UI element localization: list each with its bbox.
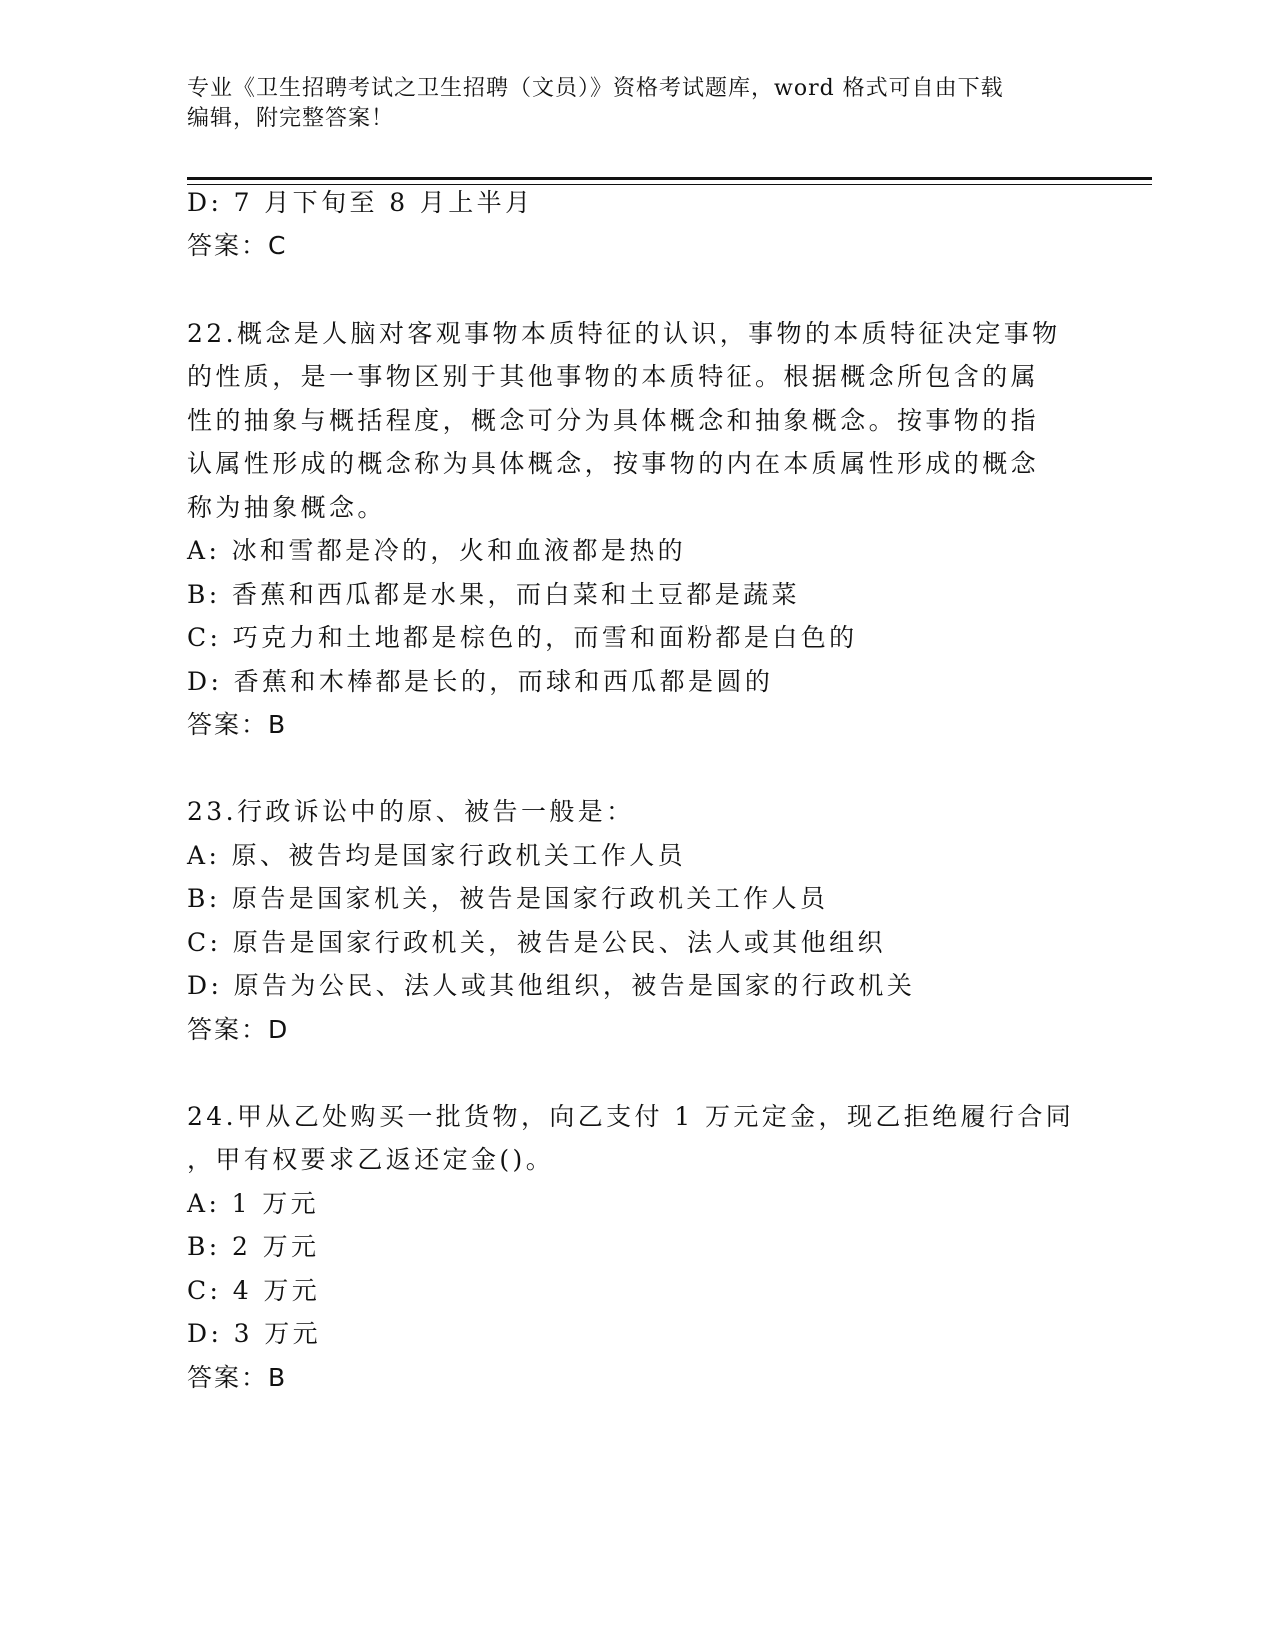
- header-divider-thin: [187, 184, 1152, 185]
- prev-option-d: D: 7 月下旬至 8 月上半月: [187, 188, 534, 217]
- header-line-2: 编辑，附完整答案！: [187, 106, 395, 131]
- q23-option-c: C: 原告是国家行政机关，被告是公民、法人或其他组织: [187, 928, 886, 957]
- q24-option-a: A: 1 万元: [187, 1189, 320, 1218]
- header-divider-thick: [187, 177, 1152, 180]
- q22-stem-line-5: 称为抽象概念。: [187, 493, 386, 522]
- q23-stem-line-1: 23.行政诉讼中的原、被告一般是：: [187, 797, 635, 826]
- q22-option-c: C: 巧克力和土地都是棕色的，而雪和面粉都是白色的: [187, 623, 858, 652]
- q24-option-b: B: 2 万元: [187, 1232, 320, 1261]
- q23-option-d: D: 原告为公民、法人或其他组织，被告是国家的行政机关: [187, 971, 916, 1000]
- prev-answer: 答案：C: [187, 231, 288, 260]
- document-header: [187, 74, 1067, 134]
- q24-stem-line-2: ，甲有权要求乙返还定金()。: [187, 1145, 555, 1174]
- q22-stem-line-3: 性的抽象与概括程度，概念可分为具体概念和抽象概念。按事物的指: [187, 406, 1040, 435]
- q22-answer: 答案：B: [187, 710, 288, 739]
- q23-option-b: B: 原告是国家机关，被告是国家行政机关工作人员: [187, 884, 829, 913]
- q22-stem-line-4: 认属性形成的概念称为具体概念，按事物的内在本质属性形成的概念: [187, 449, 1040, 478]
- q22-option-a: A: 冰和雪都是冷的，火和血液都是热的: [187, 536, 687, 565]
- q24-option-d: D: 3 万元: [187, 1319, 322, 1348]
- q22-option-d: D: 香蕉和木棒都是长的，而球和西瓜都是圆的: [187, 667, 774, 696]
- q23-option-a: A: 原、被告均是国家行政机关工作人员: [187, 841, 687, 870]
- q22-stem-line-1: 22.概念是人脑对客观事物本质特征的认识，事物的本质特征决定事物: [187, 319, 1061, 348]
- q24-option-c: C: 4 万元: [187, 1276, 321, 1305]
- header-line-1: 专业《卫生招聘考试之卫生招聘（文员）》资格考试题库，word 格式可自由下载: [187, 76, 1004, 101]
- q24-stem-line-1: 24.甲从乙处购买一批货物，向乙支付 1 万元定金，现乙拒绝履行合同: [187, 1102, 1075, 1131]
- q22-option-b: B: 香蕉和西瓜都是水果，而白菜和土豆都是蔬菜: [187, 580, 800, 609]
- q23-answer: 答案：D: [187, 1015, 290, 1044]
- q22-stem-line-2: 的性质，是一事物区别于其他事物的本质特征。根据概念所包含的属: [187, 362, 1040, 391]
- q24-answer: 答案：B: [187, 1363, 288, 1392]
